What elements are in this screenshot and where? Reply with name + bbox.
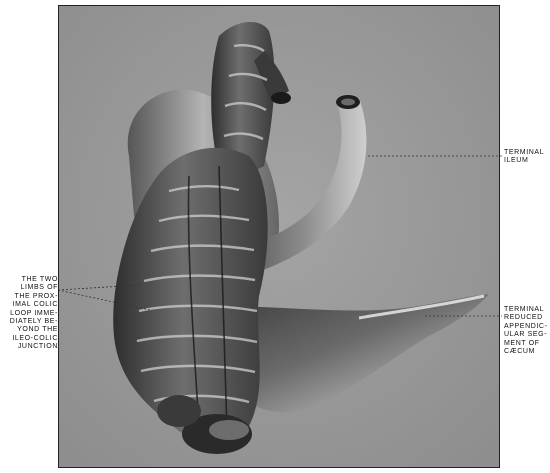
label-terminal-ileum: TERMINAL ILEUM (504, 149, 545, 165)
label-proximal-colic-loop: THE TWO LIMBS OF THE PROX- IMAL COLIC LOOP IMME- DIATELY BE- YOND THE ILEO-COLIC JUNCTION (9, 276, 58, 351)
label-terminal-caecum: TERMINAL REDUCED APPENDIC- ULAR SEG- MENT OF CÆCUM (504, 306, 548, 356)
intestine-specimen-illustration (59, 6, 500, 468)
specimen-photograph (58, 5, 500, 468)
